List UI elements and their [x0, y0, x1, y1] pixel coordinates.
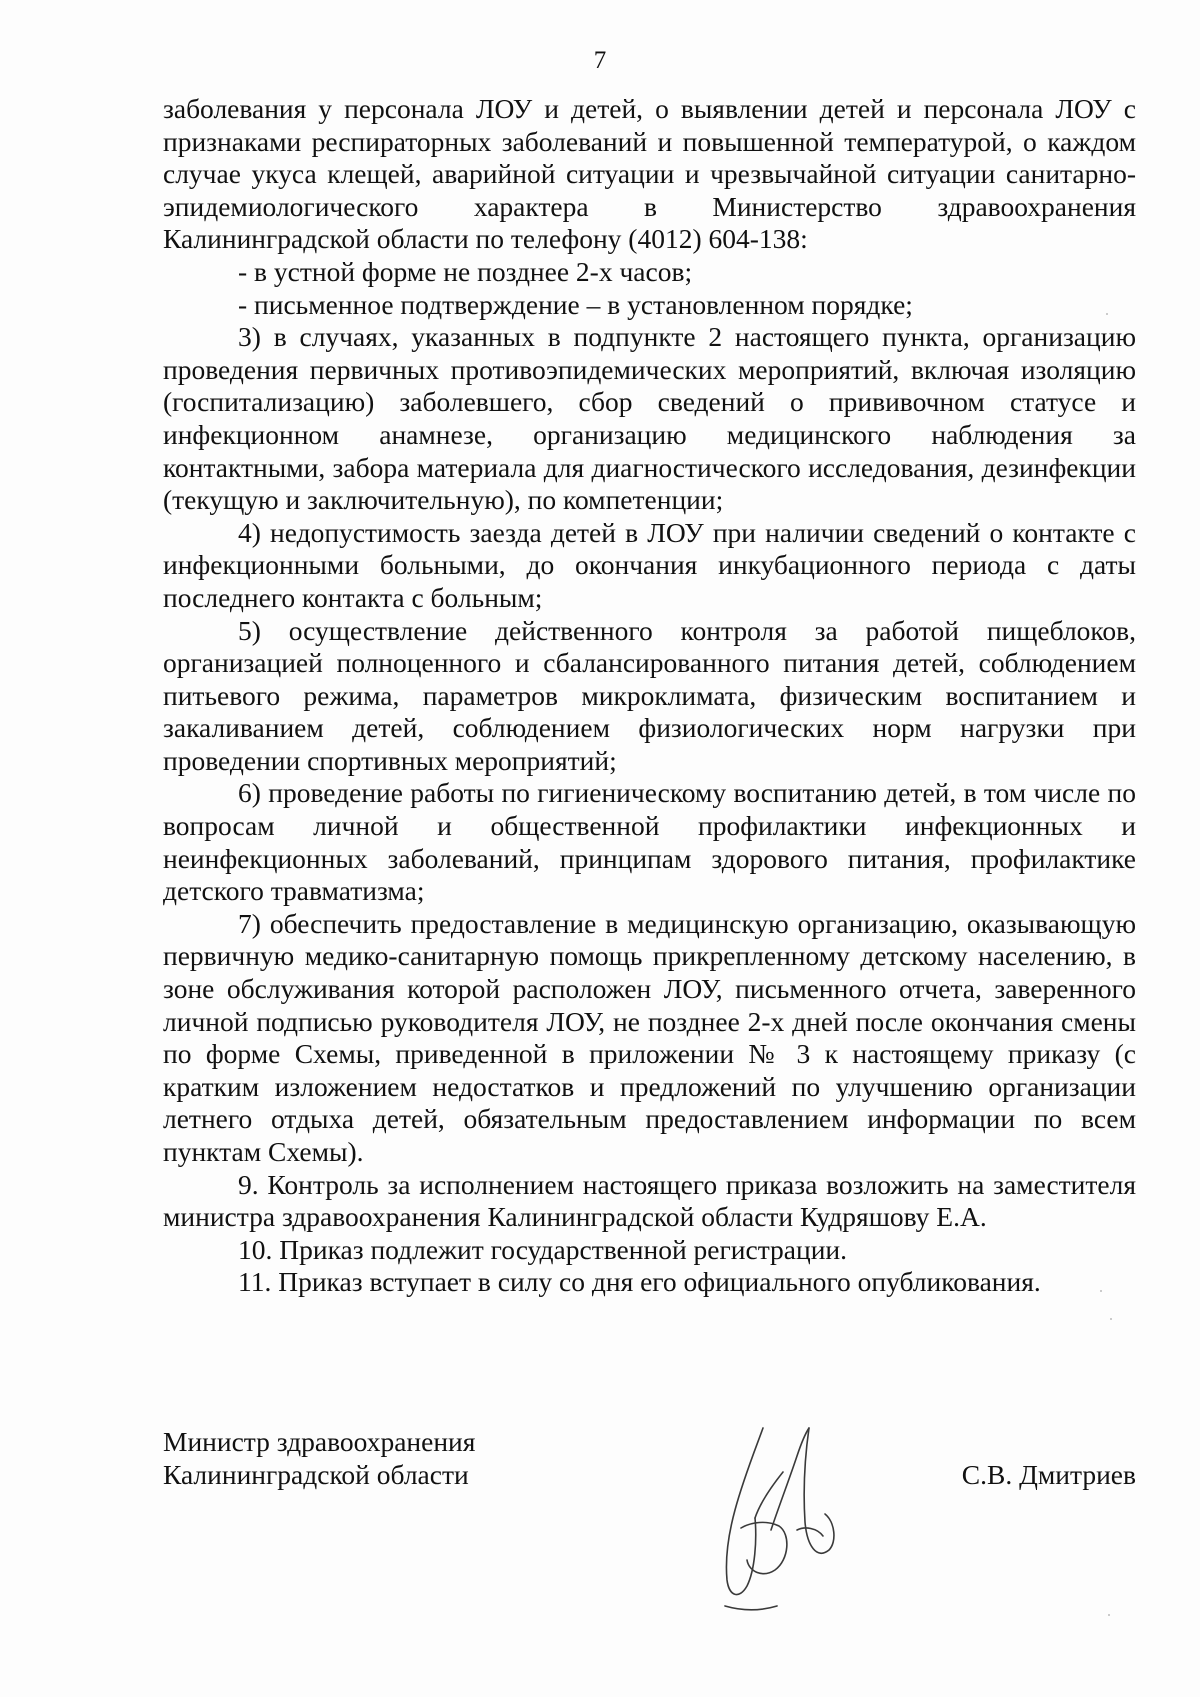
paragraph-item-7: 7) обеспечить предоставление в медицинскую организацию, оказывающую первичную медико-санитарную помощь прикрепленному детскому населению, в зоне обслуживания которой расположен ЛОУ, письменного отчета, заверенного личной подписью руководителя ЛОУ, не позднее 2-х дней после окончания смены по форме Схемы, приведенной в приложении № 3 к настоящему приказу (с кратким изложением недостатков и предложений по улучшению организации летнего отдыха детей, обязательным предоставлением информации по всем пунктам Схемы). [163, 907, 1136, 1167]
paragraph-continuation: заболевания у персонала ЛОУ и детей, о выявлении детей и персонала ЛОУ с признаками респираторных заболеваний и повышенной температурой, о каждом случае укуса клещей, аварийной ситуации и чрезвычайной ситуации санитарно-эпидемиологического характера в Министерство здравоохранения Калининградской области по телефону (4012) 604-138: [163, 93, 1136, 255]
paragraph-item-5: 5) осуществление действенного контроля за работой пищеблоков, организацией полноценного и сбалансированного питания детей, соблюдением питьевого режима, параметров микроклимата, физическим воспитанием и закаливанием детей, соблюдением физиологических норм нагрузки при проведении спортивных мероприятий; [163, 614, 1136, 776]
page-number: 7 [593, 47, 607, 74]
scan-speck [1110, 1318, 1112, 1320]
scan-speck [1108, 1614, 1110, 1616]
signatory-position-line-2: Калининградской области [163, 1458, 469, 1490]
signatory-position [163, 1426, 475, 1491]
document-body [163, 93, 1136, 1299]
scan-speck [1100, 1290, 1102, 1292]
paragraph-item-3: 3) в случаях, указанных в подпункте 2 настоящего пункта, организацию проведения первичных противоэпидемических мероприятий, включая изоляцию (госпитализацию) заболевшего, сбор сведений о прививочном статусе и инфекционном анамнезе, организацию медицинского наблюдения за контактными, забора материала для диагностического исследования, дезинфекции (текущую и заключительную), по компетенции; [163, 321, 1136, 516]
paragraph-item-4: 4) недопустимость заезда детей в ЛОУ при наличии сведений о контакте с инфекционными больными, до окончания инкубационного периода с даты последнего контакта с больным; [163, 516, 1136, 613]
signature-block [163, 1426, 1136, 1666]
paragraph-clause-10: 10. Приказ подлежит государственной регистрации. [238, 1233, 848, 1265]
paragraph-written-confirmation: - письменное подтверждение – в установленном порядке; [238, 288, 913, 320]
paragraph-clause-11: 11. Приказ вступает в силу со дня его официального опубликования. [238, 1266, 1041, 1298]
paragraph-item-6: 6) проведение работы по гигиеническому воспитанию детей, в том числе по вопросам личной и общественной профилактики инфекционных и неинфекционных заболеваний, принципам здорового питания, профилактике детского травматизма; [163, 777, 1136, 907]
paragraph-oral-report: - в устной форме не позднее 2-х часов; [238, 255, 693, 287]
signatory-name: С.В. Дмитриев [961, 1458, 1136, 1490]
handwritten-signature [705, 1410, 855, 1630]
signatory-position-line-1: Министр здравоохранения [163, 1426, 476, 1457]
scan-speck [1106, 313, 1108, 315]
paragraph-clause-9: 9. Контроль за исполнением настоящего приказа возложить на заместителя министра здравоохранения Калининградской области Кудряшову Е.А. [163, 1168, 1136, 1233]
